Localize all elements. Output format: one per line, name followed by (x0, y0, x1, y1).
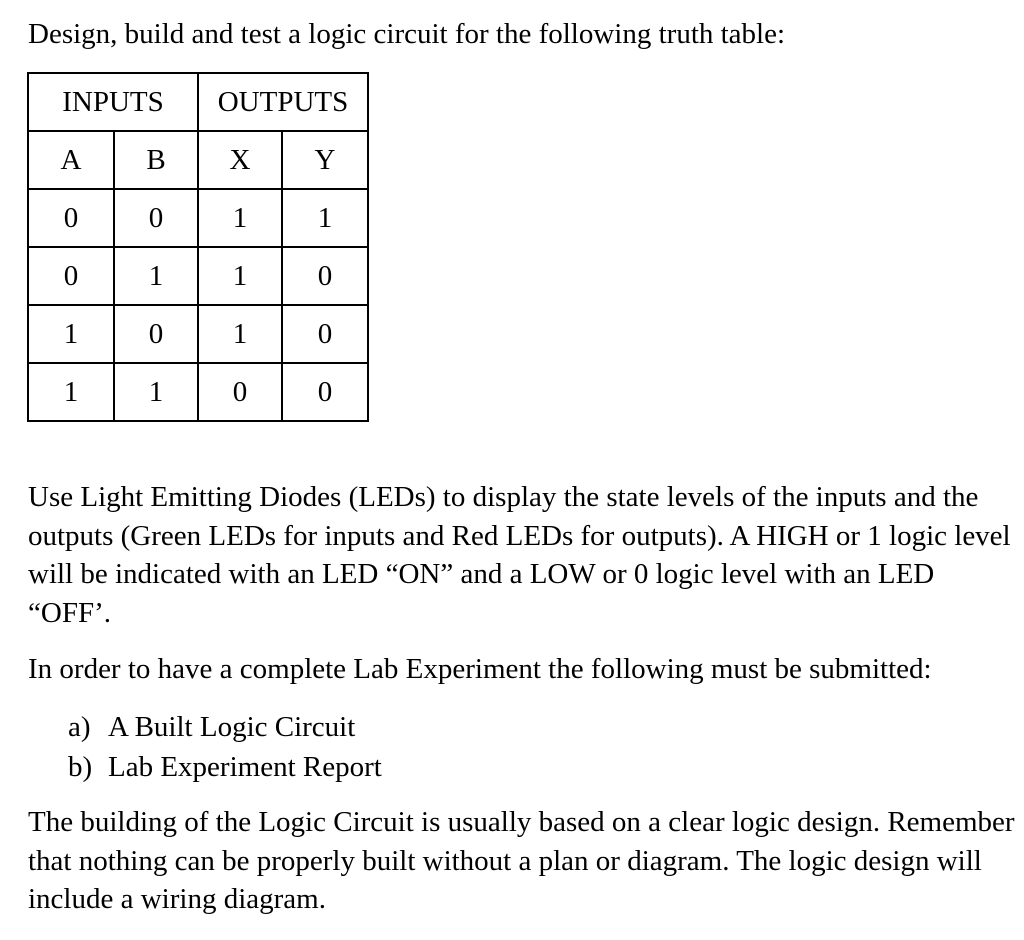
table-cell: 0 (198, 363, 282, 421)
table-cell: 1 (114, 247, 198, 305)
list-marker: b) (68, 751, 93, 783)
logic-design-paragraph: The building of the Logic Circuit is usually based on a clear logic design. Remember that nothing can be properly built without a plan or diagram. The logic design will include a wiring diagram. (28, 806, 1015, 915)
truth-table (27, 72, 369, 422)
table-cell: 1 (28, 305, 114, 363)
table-cell: 0 (28, 189, 114, 247)
table-group-header-row (28, 73, 368, 131)
list-item (68, 707, 382, 747)
table-cell: 0 (114, 305, 198, 363)
list-marker: a) (68, 711, 91, 743)
table-cell: 1 (198, 305, 282, 363)
table-cell: 0 (28, 247, 114, 305)
table-cell: 1 (282, 189, 368, 247)
table-cell: 0 (282, 363, 368, 421)
column-header-y: Y (282, 131, 368, 189)
table-cell: 1 (198, 189, 282, 247)
table-cell: 0 (282, 247, 368, 305)
table-row (28, 189, 368, 247)
column-header-b: B (114, 131, 198, 189)
outputs-header: OUTPUTS (198, 73, 368, 131)
table-cell: 0 (282, 305, 368, 363)
table-row (28, 363, 368, 421)
table-column-header-row (28, 131, 368, 189)
table-cell: 1 (198, 247, 282, 305)
inputs-header: INPUTS (28, 73, 198, 131)
table-row (28, 247, 368, 305)
list-item-text: Lab Experiment Report (108, 751, 382, 783)
list-item (68, 747, 382, 787)
table-cell: 1 (28, 363, 114, 421)
column-header-a: A (28, 131, 114, 189)
list-item-text: A Built Logic Circuit (108, 711, 356, 743)
intro-text: Design, build and test a logic circuit for the following truth table: (28, 18, 786, 50)
table-row (28, 305, 368, 363)
submission-list (68, 707, 382, 787)
table-cell: 1 (114, 363, 198, 421)
led-instructions-paragraph: Use Light Emitting Diodes (LEDs) to display the state levels of the inputs and the outputs (Green LEDs for inputs and Red LEDs for outputs). A HIGH or 1 logic level will be indicated with an LED “ON” and a LOW or 0 logic level with an LED “OFF’. (28, 481, 1011, 629)
submission-intro-paragraph: In order to have a complete Lab Experiment the following must be submitted: (28, 653, 932, 685)
column-header-x: X (198, 131, 282, 189)
table-cell: 0 (114, 189, 198, 247)
